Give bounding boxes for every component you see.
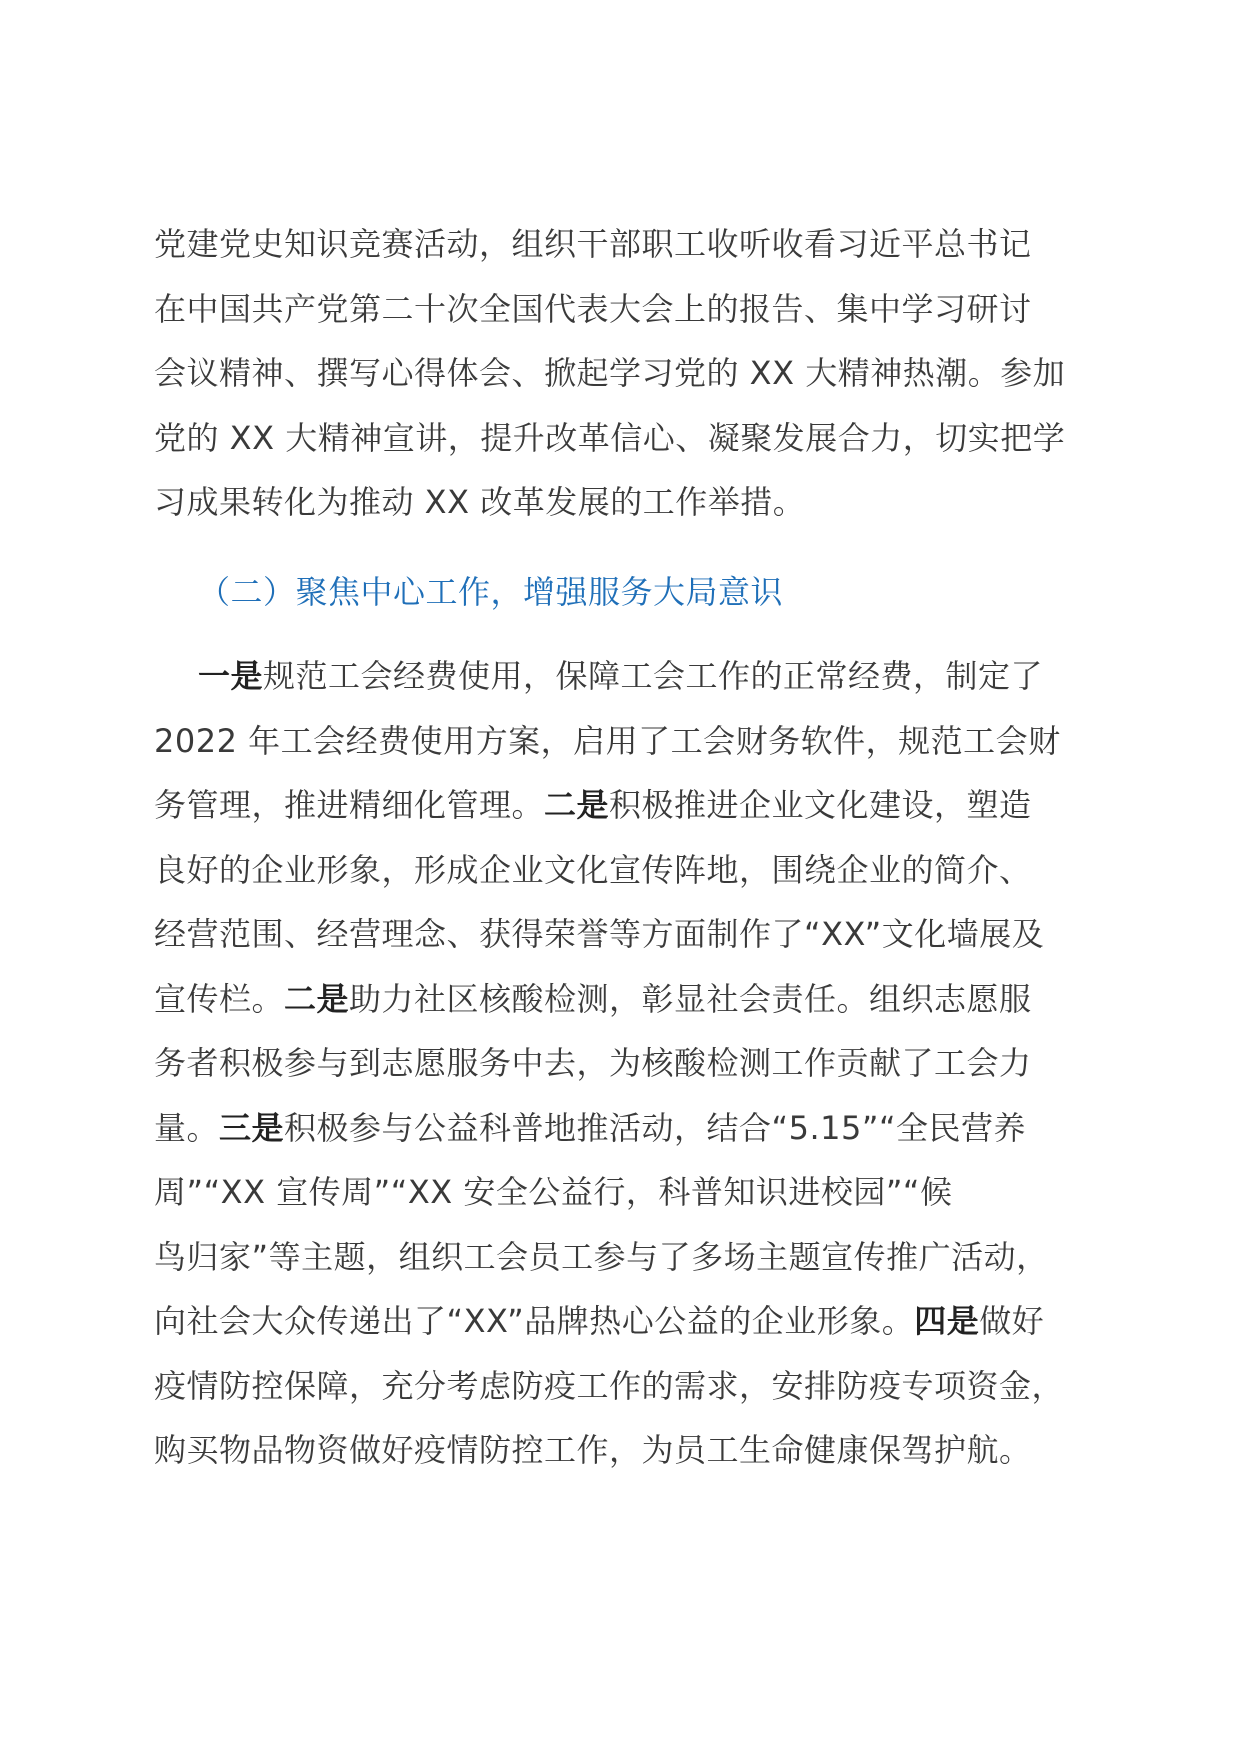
line-text: 积极推进企业文化建设，塑造 <box>609 786 1032 824</box>
line-text: 务者积极参与到志愿服务中去，为核酸检测工作贡献了工会力 <box>154 1044 1032 1082</box>
line-text: 做好 <box>979 1302 1045 1340</box>
section-heading: （二）聚焦中心工作，增强服务大局意识 <box>198 573 784 611</box>
bold-marker: 二是 <box>544 786 610 824</box>
text-line <box>154 838 1114 903</box>
text-line <box>154 1354 1114 1419</box>
line-text: 疫情防控保障，充分考虑防疫工作的需求，安排防疫专项资金， <box>154 1366 1065 1405</box>
line-text: 助力社区核酸检测，彰显社会责任。组织志愿服 <box>349 979 1032 1018</box>
line-text: 购买物品物资做好疫情防控工作，为员工生命健康保驾护航。 <box>154 1431 1032 1469</box>
text-line <box>154 1418 1114 1483</box>
text-line: 在中国共产党第二十次全国代表大会上的报告、集中学习研讨 <box>154 289 1032 328</box>
text-line <box>154 773 1114 838</box>
line-text: 周”“XX 宣传周”“XX 安全公益行，科普知识进校园”“候 <box>154 1173 953 1211</box>
text-line <box>154 1289 1114 1354</box>
bold-marker: 三是 <box>219 1108 285 1147</box>
line-text: 2022 年工会经费使用方案，启用了工会财务软件，规范工会财 <box>154 721 1061 760</box>
text-line <box>154 967 1114 1032</box>
text-line <box>154 1225 1114 1290</box>
line-text: 量。 <box>154 1108 220 1147</box>
text-line <box>154 709 1114 774</box>
text-line: 党的 XX 大精神宣讲，提升改革信心、凝聚发展合力，切实把学 <box>154 418 1066 457</box>
text-line <box>154 1096 1114 1161</box>
line-text: 积极参与公益科普地推活动，结合“5.15”“全民营养 <box>284 1108 1027 1147</box>
line-text: 规范工会经费使用，保障工会工作的正常经费，制定了 <box>263 657 1044 695</box>
bold-marker: 一是 <box>198 657 264 695</box>
intro-paragraph <box>154 212 1114 535</box>
line-text: 务管理，推进精细化管理。 <box>154 786 545 824</box>
text-line: 党建党史知识竞赛活动，组织干部职工收听收看习近平总书记 <box>154 225 1032 263</box>
line-text: 向社会大众传递出了“XX”品牌热心公益的企业形象。 <box>154 1302 915 1340</box>
text-line <box>154 902 1114 967</box>
line-text: 宣传栏。 <box>154 979 285 1018</box>
text-line <box>154 644 1114 709</box>
bold-marker: 四是 <box>914 1302 980 1340</box>
text-line: 会议精神、撰写心得体会、掀起学习党的 XX 大精神热潮。参加 <box>154 354 1066 392</box>
text-line <box>154 1160 1114 1225</box>
line-text: 良好的企业形象，形成企业文化宣传阵地，围绕企业的简介、 <box>154 850 1032 889</box>
line-text: 经营范围、经营理念、获得荣誉等方面制作了“XX”文化墙展及 <box>154 915 1045 953</box>
section-body-paragraph <box>154 644 1114 1483</box>
text-line: 习成果转化为推动 XX 改革发展的工作举措。 <box>154 483 806 521</box>
text-line <box>154 1031 1114 1096</box>
line-text: 鸟归家”等主题，组织工会员工参与了多场主题宣传推广活动， <box>154 1237 1049 1276</box>
bold-marker: 二是 <box>284 979 350 1018</box>
